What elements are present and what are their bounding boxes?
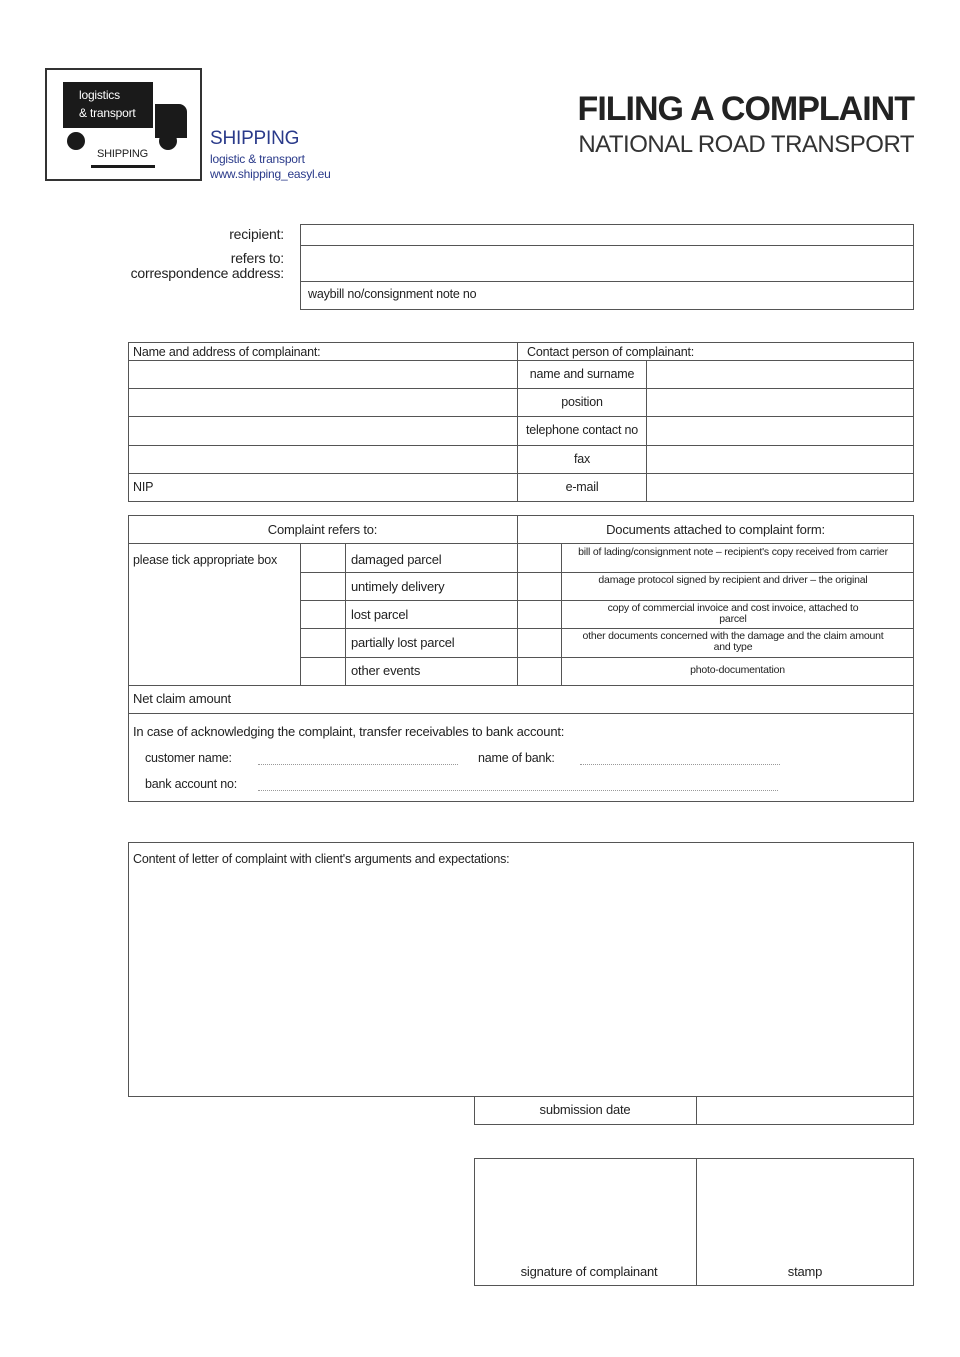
waybill-label: waybill no/consignment note no	[308, 287, 477, 301]
doc-checkbox-other[interactable]	[519, 630, 560, 656]
nip-label: NIP	[133, 480, 154, 494]
contact-telephone-input[interactable]	[648, 418, 912, 444]
contact-person-label: Contact person of complainant:	[527, 345, 695, 359]
letter-content-box[interactable]	[128, 842, 914, 1097]
doc-checkbox-invoice[interactable]	[519, 602, 560, 627]
account-no-field[interactable]	[258, 790, 778, 791]
page-subtitle: NATIONAL ROAD TRANSPORT	[578, 131, 914, 158]
doc-photo: photo-documentation	[690, 664, 785, 676]
company-tagline: logistic & transport	[210, 152, 305, 166]
recipient-label: recipient:	[229, 226, 284, 242]
doc-damage-protocol: damage protocol signed by recipient and driver – the original	[598, 574, 868, 586]
doc-other: other documents concerned with the damage and the claim amount and type	[582, 630, 884, 653]
contact-fax-input[interactable]	[648, 447, 912, 472]
page-title: FILING A COMPLAINT	[577, 90, 914, 128]
account-no-label: bank account no:	[145, 777, 238, 791]
company-website: www.shipping_easyl.eu	[210, 167, 331, 181]
bank-intro-label: In case of acknowledging the complaint, transfer receivables to bank account:	[133, 724, 565, 739]
stamp-label: stamp	[787, 1264, 823, 1279]
tick-label: please tick appropriate box	[133, 553, 277, 567]
contact-field-email: e-mail	[565, 480, 599, 494]
reason-other: other events	[351, 663, 421, 678]
reason-checkbox-partially-lost[interactable]	[302, 630, 344, 656]
reason-checkbox-untimely[interactable]	[302, 574, 344, 599]
complaint-refers-header: Complaint refers to:	[267, 522, 378, 537]
contact-email-input[interactable]	[648, 475, 912, 500]
reason-checkbox-damaged[interactable]	[302, 545, 344, 571]
submission-date-input[interactable]	[698, 1098, 912, 1123]
reason-damaged: damaged parcel	[351, 552, 442, 567]
logo-underline	[91, 165, 155, 168]
correspondence-label: correspondence address:	[130, 265, 284, 281]
reason-lost: lost parcel	[351, 607, 409, 622]
logo-badge-line1: logistics	[79, 88, 120, 102]
doc-checkbox-photo[interactable]	[519, 659, 560, 684]
logo-badge-sub: SHIPPING	[97, 148, 148, 160]
reason-untimely: untimely delivery	[351, 579, 445, 594]
contact-field-telephone: telephone contact no	[525, 423, 639, 437]
bank-name-field[interactable]	[580, 764, 780, 765]
customer-name-field[interactable]	[258, 764, 458, 765]
name-address-label: Name and address of complainant:	[133, 345, 321, 359]
letter-content-label: Content of letter of complaint with client's arguments and expectations:	[133, 852, 510, 866]
doc-bill-of-lading: bill of lading/consignment note – recipient's copy received from carrier	[578, 546, 888, 558]
company-name: SHIPPING	[210, 128, 300, 149]
submission-date-label: submission date	[539, 1102, 631, 1117]
reason-partially-lost: partially lost parcel	[351, 635, 455, 650]
logo-badge-line2: & transport	[79, 106, 136, 120]
contact-position-input[interactable]	[648, 390, 912, 415]
contact-field-fax: fax	[573, 452, 591, 466]
net-claim-input[interactable]	[240, 687, 912, 712]
doc-checkbox-bill[interactable]	[519, 545, 560, 571]
customer-name-label: customer name:	[145, 751, 232, 765]
refers-to-label: refers to:	[230, 250, 284, 266]
truck-wheel-right-icon	[159, 132, 177, 150]
bank-name-label: name of bank:	[478, 751, 555, 765]
doc-checkbox-protocol[interactable]	[519, 574, 560, 599]
documents-header: Documents attached to complaint form:	[606, 522, 825, 537]
reason-checkbox-other[interactable]	[302, 659, 344, 684]
signature-label: signature of complainant	[520, 1264, 658, 1279]
contact-field-position: position	[561, 395, 603, 409]
contact-field-name: name and surname	[529, 367, 635, 381]
contact-name-input[interactable]	[648, 362, 912, 387]
reason-checkbox-lost[interactable]	[302, 602, 344, 627]
truck-wheel-left-icon	[67, 132, 85, 150]
name-address-input[interactable]	[130, 362, 516, 472]
doc-invoice: copy of commercial invoice and cost invoice, attached to parcel	[607, 602, 859, 625]
net-claim-label: Net claim amount	[133, 691, 231, 706]
logo-frame	[45, 68, 202, 181]
